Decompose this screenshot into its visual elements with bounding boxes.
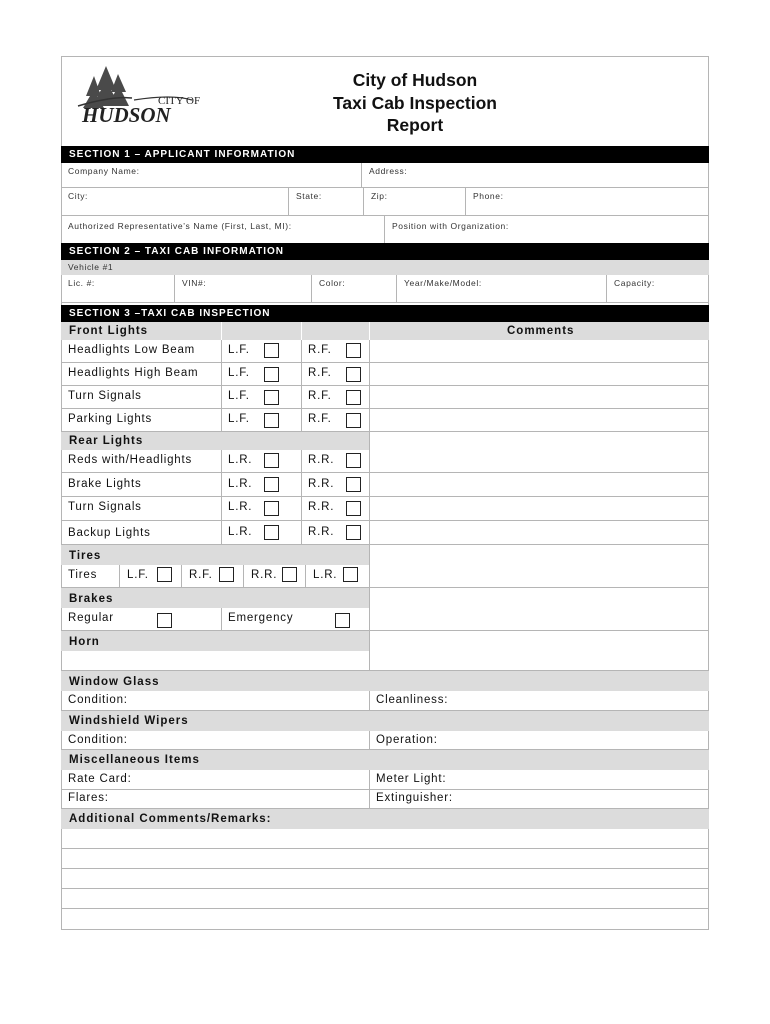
checkbox[interactable] — [346, 525, 361, 540]
vin-field[interactable]: VIN#: — [175, 275, 312, 302]
misc-row-1: Rate Card: Meter Light: — [61, 770, 709, 790]
checkbox[interactable] — [264, 453, 279, 468]
brakes-heading: Brakes — [61, 588, 369, 608]
checkbox[interactable] — [264, 343, 279, 358]
logo-hudson-text: HUDSON — [82, 103, 171, 126]
representative-field[interactable]: Authorized Representative’s Name (First, Last, MI): — [61, 216, 385, 243]
front-row-1: Headlights Low Beam L.F. R.F. — [61, 340, 709, 363]
tires-header-row — [61, 545, 709, 565]
checkbox[interactable] — [264, 367, 279, 382]
front-lights-heading: Front Lights — [69, 325, 149, 337]
page-title: City of Hudson Taxi Cab Inspection Report — [332, 70, 497, 135]
tires-heading: Tires — [61, 545, 369, 565]
row-vehicle — [61, 275, 709, 303]
horn-header-row — [61, 631, 709, 651]
checkbox[interactable] — [346, 343, 361, 358]
front-row-3: Turn Signals L.F. R.F. — [61, 386, 709, 409]
brakes-row: Regular Emergency — [61, 608, 709, 631]
misc-row-2: Flares: Extinguisher: — [61, 790, 709, 809]
checkbox[interactable] — [346, 390, 361, 405]
rear-lights-header-row — [61, 432, 709, 450]
rear-row-3: Turn Signals L.R. R.R. — [61, 497, 709, 521]
checkbox[interactable] — [264, 501, 279, 516]
comment-line[interactable] — [61, 889, 709, 909]
logo-city-of-text: CITY OF — [158, 95, 201, 107]
front-lights-header-row — [61, 322, 709, 340]
window-glass-header-row — [61, 671, 709, 691]
horn-row[interactable] — [61, 651, 709, 671]
horn-heading: Horn — [61, 631, 369, 651]
wipers-heading: Windshield Wipers — [69, 715, 189, 727]
comment-line[interactable] — [61, 909, 709, 929]
additional-header-row — [61, 809, 709, 829]
misc-heading: Miscellaneous Items — [69, 754, 200, 766]
row-city — [61, 188, 709, 216]
capacity-field[interactable]: Capacity: — [614, 278, 655, 288]
vehicle-label: Vehicle #1 — [61, 260, 709, 275]
row-representative — [61, 216, 709, 243]
wipers-row: Condition: Operation: — [61, 731, 709, 750]
brakes-header-row — [61, 588, 709, 608]
rear-row-4: Backup Lights L.R. R.R. — [61, 521, 709, 545]
section-2-header: SECTION 2 – TAXI CAB INFORMATION — [61, 243, 709, 260]
phone-field[interactable]: Phone: — [473, 191, 504, 201]
year-make-model-field[interactable]: Year/Make/Model: — [397, 275, 607, 302]
misc-header-row — [61, 750, 709, 770]
checkbox[interactable] — [346, 453, 361, 468]
front-row-2: Headlights High Beam L.F. R.F. — [61, 363, 709, 386]
checkbox[interactable] — [346, 501, 361, 516]
address-field[interactable]: Address: — [369, 166, 408, 176]
city-field[interactable]: City: — [61, 188, 289, 215]
checkbox[interactable] — [157, 567, 172, 582]
checkbox[interactable] — [335, 613, 350, 628]
checkbox[interactable] — [264, 413, 279, 428]
additional-heading: Additional Comments/Remarks: — [69, 813, 272, 825]
zip-field[interactable]: Zip: — [364, 188, 466, 215]
section-3-header: SECTION 3 –TAXI CAB INSPECTION — [61, 305, 709, 322]
comment-line[interactable] — [61, 829, 709, 849]
checkbox[interactable] — [264, 525, 279, 540]
comment-line[interactable] — [61, 869, 709, 889]
window-glass-row: Condition: Cleanliness: — [61, 691, 709, 711]
comments-heading: Comments — [507, 325, 575, 337]
rear-row-2: Brake Lights L.R. R.R. — [61, 473, 709, 497]
checkbox[interactable] — [346, 477, 361, 492]
window-glass-heading: Window Glass — [69, 676, 160, 688]
checkbox[interactable] — [264, 390, 279, 405]
city-logo — [72, 64, 216, 126]
color-field[interactable]: Color: — [312, 275, 397, 302]
comment-line[interactable] — [61, 849, 709, 869]
position-field[interactable]: Position with Organization: — [392, 221, 509, 231]
checkbox[interactable] — [219, 567, 234, 582]
checkbox[interactable] — [346, 367, 361, 382]
checkbox[interactable] — [264, 477, 279, 492]
checkbox[interactable] — [343, 567, 358, 582]
company-name-field[interactable]: Company Name: — [61, 163, 362, 187]
rear-lights-heading: Rear Lights — [61, 432, 369, 450]
front-row-4: Parking Lights L.F. R.F. — [61, 409, 709, 432]
lic-field[interactable]: Lic. #: — [61, 275, 175, 302]
wipers-header-row — [61, 711, 709, 731]
checkbox[interactable] — [346, 413, 361, 428]
checkbox[interactable] — [282, 567, 297, 582]
checkbox[interactable] — [157, 613, 172, 628]
tires-row: Tires L.F. R.F. R.R. L.R. — [61, 565, 709, 588]
tree-icon — [83, 66, 129, 108]
state-field[interactable]: State: — [289, 188, 364, 215]
rear-row-1: Reds with/Headlights L.R. R.R. — [61, 450, 709, 473]
section-1-header: SECTION 1 – APPLICANT INFORMATION — [61, 146, 709, 163]
row-company — [61, 163, 709, 188]
